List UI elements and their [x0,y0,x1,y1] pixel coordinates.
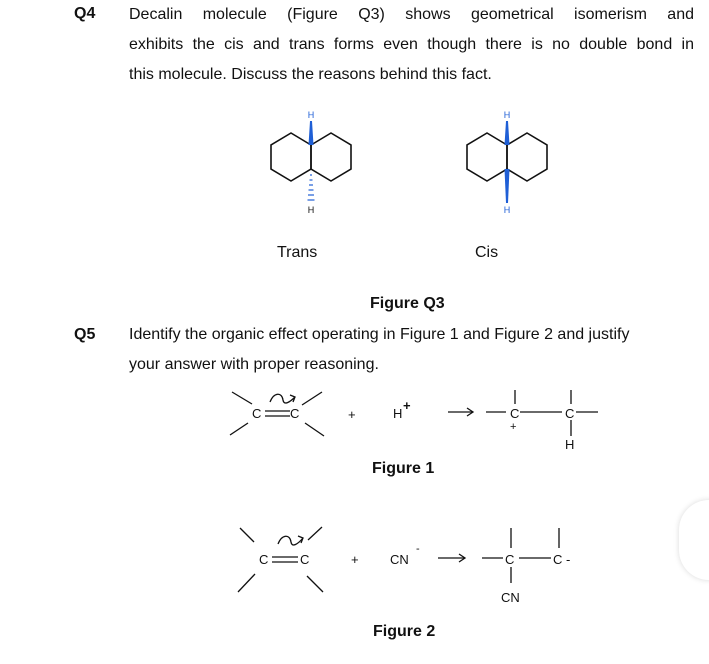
fig2-product-carbon-2: C [553,552,563,567]
fig1-product-carbon-2: C [565,406,575,421]
fig2-product-cyano: CN [501,590,520,605]
fig2-carbon-left: C [259,552,269,567]
cis-ring-left [467,133,507,181]
fig2-product-charge: - [566,552,571,567]
cis-h-top: H [503,110,511,120]
cis-h-bottom: H [503,205,511,215]
trans-ring-left [271,133,311,181]
q4-line-3: this molecule. Discuss the reasons behind this fact. [129,66,492,83]
fig1-carbon-right: C [290,406,300,421]
figure2-reaction [220,520,620,610]
fig1-carbon-left: C [252,406,262,421]
q5-text [129,320,694,380]
fig1-product-charge: + [510,421,517,433]
trans-wedge-up [309,121,314,145]
trans-h-top: H [307,110,315,120]
trans-h-bottom: H [307,205,315,215]
cis-wedge-down [505,169,510,203]
cis-wedge-up [505,121,510,145]
fig2-reagent: CN [390,552,409,567]
cis-ring-right [507,133,547,181]
fig2-product-carbon-1: C [505,552,515,567]
fig1-reagent: H [393,406,403,421]
trans-hash-down [308,175,315,200]
fig1-reagent-charge: + [403,398,411,413]
fig1-product-carbon-1: C [510,406,520,421]
fig1-product-hydrogen: H [565,437,575,452]
q4-text [129,0,694,90]
q4-line-2: exhibits the cis and trans forms even though there is no double bond in [129,36,694,53]
fig2-reagent-charge: - [416,543,420,555]
figure2-caption: Figure 2 [373,623,436,640]
edge-shadow [679,500,709,580]
figure1-caption: Figure 1 [372,460,435,477]
q5-number: Q5 [74,326,96,343]
q5-line-2: your answer with proper reasoning. [129,356,379,373]
decalin-figure [230,105,590,235]
q5-line-1: Identify the organic effect operating in Figure 1 and Figure 2 and justify [129,326,630,343]
fig2-carbon-right: C [300,552,310,567]
fig2-plus: + [351,552,359,567]
q4-line-1: Decalin molecule (Figure Q3) shows geometrical isomerism and [129,6,694,23]
figure-q3-caption: Figure Q3 [370,295,445,312]
q4-number: Q4 [74,5,96,22]
trans-ring-right [311,133,351,181]
trans-label: Trans [277,244,318,261]
fig1-plus: + [348,407,356,422]
cis-label: Cis [475,244,499,261]
figure1-reaction [220,380,620,455]
